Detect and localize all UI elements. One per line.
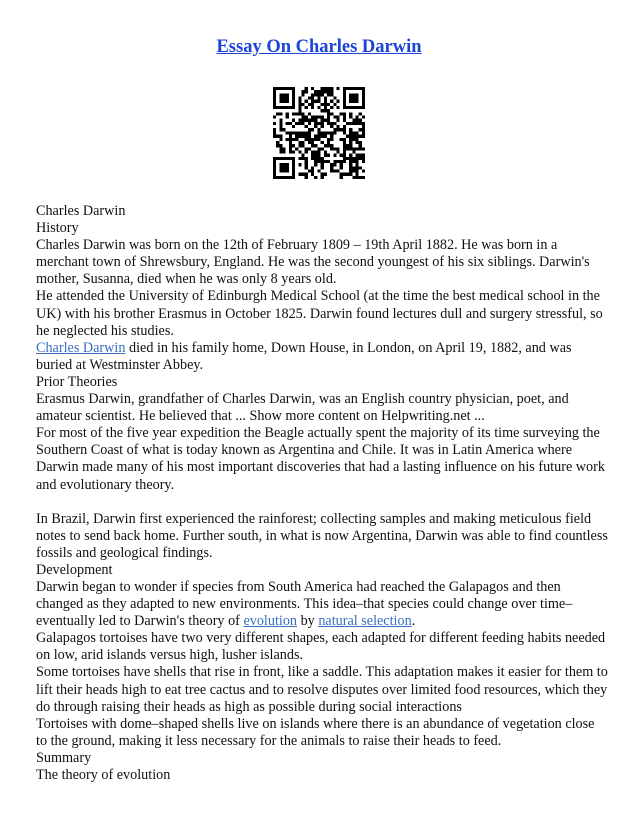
charles-darwin-link[interactable]: Charles Darwin bbox=[36, 339, 126, 356]
paragraph-galapagos-text-a: Darwin began to wonder if species from South America had reached the Galapagos and then changed as they adapted to new environments. This idea–that species could change over time–eventually led to Darwin's theory of bbox=[36, 578, 573, 630]
paragraph-beagle: For most of the five year expedition the Beagle actually spent the majority of its time surveying the Southern Coast of what is today known as Argentina and Chile. It was in Latin America where Darwin made many of his most important discoveries that had a lasting influence on his future work and evolutionary theory. bbox=[36, 425, 605, 493]
heading-development: Development bbox=[36, 561, 113, 578]
heading-charles-darwin: Charles Darwin bbox=[36, 203, 126, 219]
page-title bbox=[0, 35, 638, 59]
natural-selection-link[interactable]: natural selection bbox=[318, 613, 412, 630]
evolution-link[interactable]: evolution bbox=[243, 613, 298, 630]
blank-line bbox=[36, 494, 608, 511]
title-link[interactable]: Essay On Charles Darwin bbox=[216, 37, 422, 57]
paragraph-education: He attended the University of Edinburgh Medical School (at the time the best medical school in the UK) with his brother Erasmus in October 1825. Darwin found lectures dull and surgery stressful, so he neglected his studies. bbox=[36, 288, 603, 339]
paragraph-dome-shells: Tortoises with dome–shaped shells live on islands where there is an abundance of vegetation close to the ground, making it less necessary for the animals to raise their heads to feed. bbox=[36, 715, 595, 749]
paragraph-birth: Charles Darwin was born on the 12th of February 1809 – 19th April 1882. He was born in a merchant town of Shrewsbury, England. He was the second youngest of his six siblings. Darwin's mother, Susanna, died when he was only 8 years old. bbox=[36, 237, 590, 288]
heading-prior-theories: Prior Theories bbox=[36, 373, 118, 390]
paragraph-tortoise-shapes: Galapagos tortoises have two very different shapes, each adapted for different feeding habits needed on low, arid islands versus high, lusher islands. bbox=[36, 630, 606, 664]
qr-code-icon bbox=[273, 87, 365, 179]
paragraph-galapagos-text-b: by bbox=[297, 613, 319, 630]
paragraph-death-text: died in his family home, Down House, in London, on April 19, 1882, and was buried at Westminster Abbey. bbox=[36, 339, 572, 373]
heading-summary: Summary bbox=[36, 749, 92, 766]
paragraph-erasmus: Erasmus Darwin, grandfather of Charles Darwin, was an English country physician, poet, and amateur scientist. He believed that ... Show more content on Helpwriting.net ... bbox=[36, 391, 569, 425]
paragraph-galapagos-text-c: . bbox=[411, 613, 416, 630]
paragraph-galapagos bbox=[36, 579, 608, 630]
essay-body bbox=[36, 203, 608, 784]
paragraph-theory-of-evolution: The theory of evolution bbox=[36, 767, 171, 783]
paragraph-brazil: In Brazil, Darwin first experienced the rainforest; collecting samples and making meticulous field notes to send back home. Further south, in what is now Argentina, Darwin was able to find countless fossils and geological findings. bbox=[36, 510, 608, 561]
paragraph-death bbox=[36, 340, 608, 374]
paragraph-saddle-shells: Some tortoises have shells that rise in front, like a saddle. This adaptation makes it easier for them to lift their heads high to eat tree cactus and to resolve disputes over limited food resources, which they do through raising their heads as high as possible during social interactions bbox=[36, 664, 608, 715]
heading-history: History bbox=[36, 220, 79, 237]
